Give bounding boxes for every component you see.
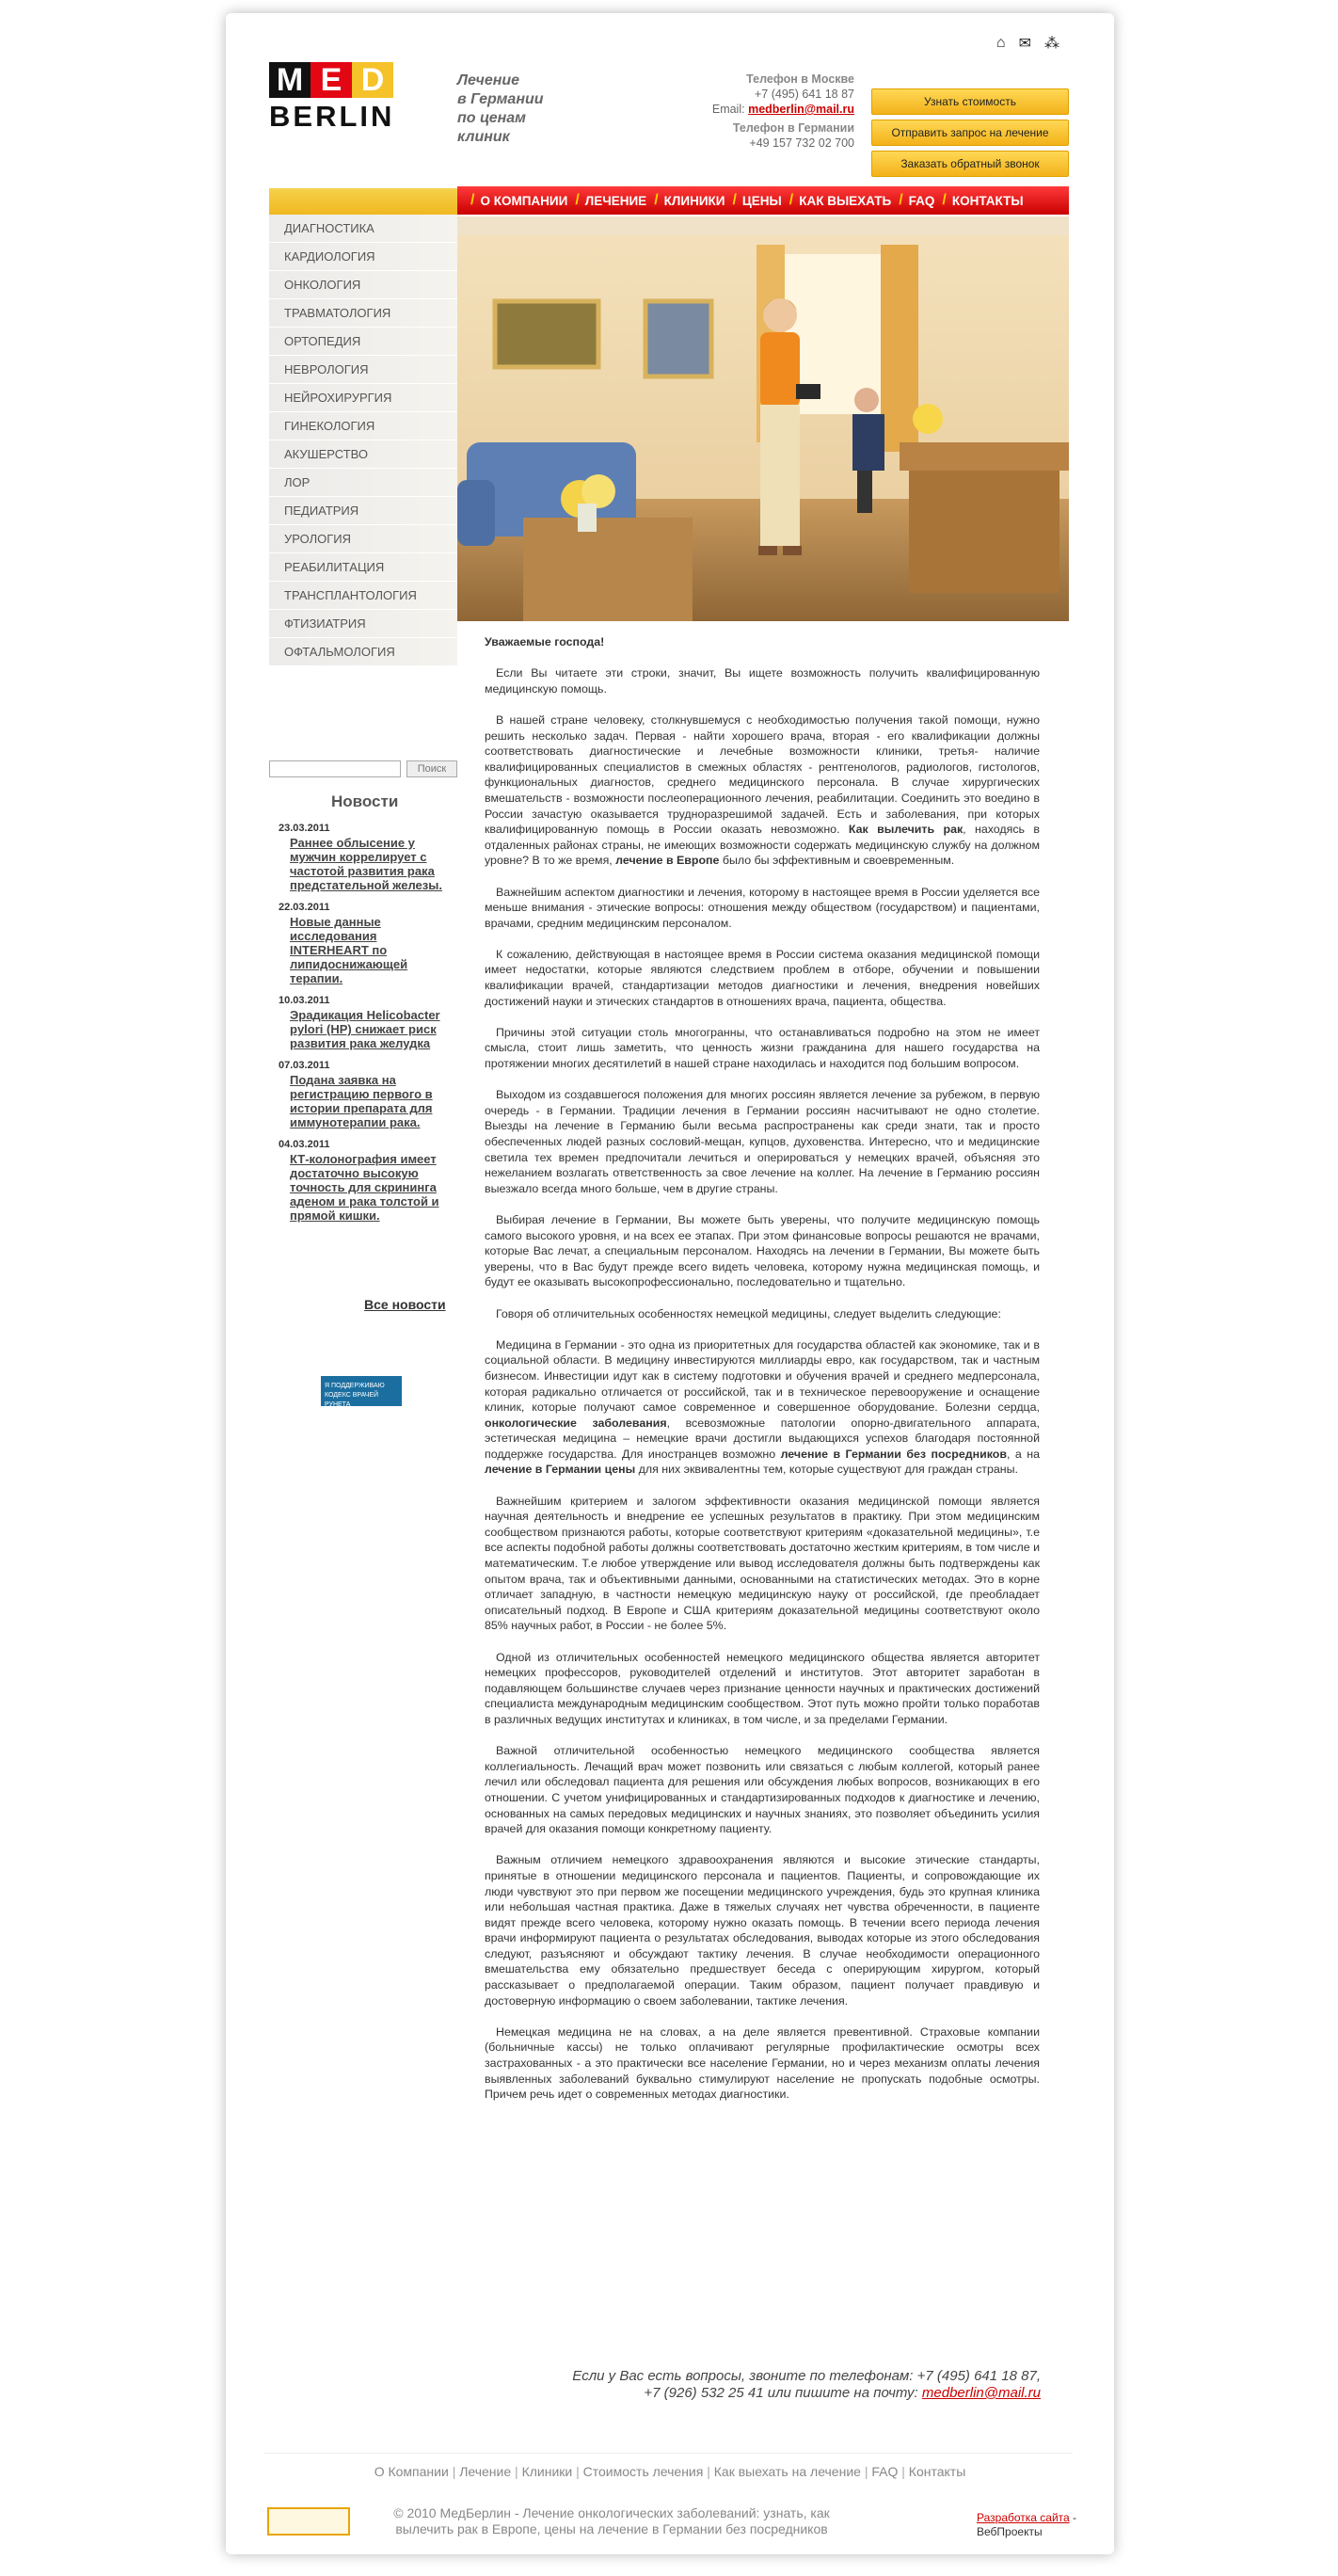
paragraph: Выбирая лечение в Германии, Вы можете быть уверены, что получите медицинскую помощь самого высокого уровня, и на всех ее этапах. При этом финансовые вопросы решаются не врачами, которые Вас лечат, а специальным персоналом. Находясь на лечении в Германии, Вы можете быть уверены, что в Вас будут прежде всего видеть человека, которому нужна медицинская помощь, и будут ее оказывать высокопрофессионально, последовательно и тщательно. bbox=[485, 1212, 1040, 1289]
news-date: 07.03.2011 bbox=[279, 1060, 330, 1071]
news-title: Новости bbox=[331, 792, 399, 810]
nav-item-clinics[interactable]: КЛИНИКИ bbox=[663, 193, 725, 208]
get-price-button[interactable]: Узнать стоимость bbox=[871, 88, 1069, 115]
nav-item-about[interactable]: О КОМПАНИИ bbox=[480, 193, 568, 208]
text: В нашей стране человеку, столкнувшемуся с необходимостью получения такой помощи, нужно решить несколько задач. Первая - найти хорошего врача, вторая - его квалификации должны соответствовать диагностические и лечебные возможности клиники, третья- наличие квалифицированных специалистов в смежных областях - рентгенологов, радиологов, гистологов, функциональных диагностов, среднего медицинского персонала. В случае хирургических вмешательств - возможности послеоперационного лечения, реабилитации. Соединить это воедино в России зачастую оказывается трудноразрешимой задачей. Есть и заболевания, при которых квалифицированную помощь в России оказать невозможно. bbox=[485, 712, 1040, 837]
top-icons bbox=[996, 34, 1059, 53]
paragraph: Важной отличительной особенностью немецкого медицинского сообщества является коллегиальность. Лечащий врач может позвонить или связаться с любым коллегой, который ранее лечил или обследовал пациента для решения или обсуждения любых вопросов, возникающих в его отношении. С учетом унифицированных и стандартизированных подходов к диагностике и лечению, основанных на самых передовых медицинских и научных знаниях, это позволяет объединить усилия врачей для оказания помощи конкретному пациенту. bbox=[485, 1744, 1040, 1836]
news-date: 22.03.2011 bbox=[279, 902, 330, 913]
news-item bbox=[279, 1060, 444, 1129]
text: , всевозможные патологии опорно-двигательного аппарата, эстетическая медицина – немецкие врачи достигли выдающихся успехов благодаря постоянной поддержке государства. Для иностранцев возможно bbox=[485, 1416, 1040, 1461]
search-form bbox=[269, 760, 457, 777]
developer-link[interactable]: Разработка сайта bbox=[977, 2511, 1070, 2524]
sidebar-item-orthopedics[interactable]: ОРТОПЕДИЯ bbox=[269, 328, 457, 356]
sidebar-item-neurosurgery[interactable]: НЕЙРОХИРУРГИЯ bbox=[269, 384, 457, 412]
germany-phone-title: Телефон в Германии bbox=[732, 121, 854, 135]
all-news-link[interactable]: Все новости bbox=[364, 1297, 446, 1312]
email-label: Email: bbox=[711, 103, 745, 116]
slogan bbox=[457, 72, 570, 147]
slogan-line: Лечение bbox=[457, 72, 520, 88]
sidebar-item-ophthalmology[interactable]: ОФТАЛЬМОЛОГИЯ bbox=[269, 638, 457, 666]
sidebar-item-ent[interactable]: ЛОР bbox=[269, 469, 457, 497]
highlight: онкологические заболевания bbox=[485, 1416, 667, 1430]
footer-separator: | bbox=[707, 2464, 714, 2479]
news-item bbox=[279, 823, 444, 892]
nav-item-treatment[interactable]: ЛЕЧЕНИЕ bbox=[584, 193, 647, 208]
sidebar-menu bbox=[269, 215, 457, 666]
home-icon[interactable]: ⌂ bbox=[996, 35, 1006, 51]
footer-separator: | bbox=[864, 2464, 872, 2479]
main-content bbox=[485, 634, 1040, 2118]
search-input[interactable] bbox=[269, 760, 401, 777]
paragraph: Важнейшим аспектом диагностики и лечения, которому в настоящее время в России уделяется все меньше внимания - этические вопросы: отношения между обществом (государством) и пациентами, врачами, средним медицинским персоналом. bbox=[485, 885, 1040, 930]
sidebar-item-diagnostics[interactable]: ДИАГНОСТИКА bbox=[269, 215, 457, 243]
developer-credit bbox=[977, 2511, 1090, 2539]
paragraph: Выходом из создавшегося положения для многих россиян является лечение за рубежом, в первую очередь - в Германии. Традиции лечения в Германии россиян насчитывают не одно столетие. Выезды на лечение в Германию были весьма распространены как среди знати, так и просто обеспеченных людей разных сословий-мещан, купцов, духовенства. Интересно, что и медицинские светила тех времен предпочитали лечиться и оперироваться у немецких врачей, объясняя это нежеланием возлагать ответственность за свое лечение на коллег. На лечение в Германию россиян выезжало всегда много больше, чем в другие страны. bbox=[485, 1088, 1040, 1195]
hero-illustration bbox=[457, 216, 1069, 621]
nav-item-travel[interactable]: КАК ВЫЕХАТЬ bbox=[799, 193, 892, 208]
highlight: лечение в Германии без посредников bbox=[780, 1447, 1007, 1461]
sidebar-item-urology[interactable]: УРОЛОГИЯ bbox=[269, 525, 457, 553]
copyright: © 2010 МедБерлин - Лечение онкологических заболеваний: узнать, как вылечить рак в Европе, цены на лечение в Германии без посредников bbox=[393, 2505, 830, 2536]
nav-separator: / bbox=[575, 192, 580, 208]
footer-separator: | bbox=[515, 2464, 522, 2479]
news-date: 04.03.2011 bbox=[279, 1139, 330, 1150]
sidebar-item-pediatrics[interactable]: ПЕДИАТРИЯ bbox=[269, 497, 457, 525]
search-button[interactable]: Поиск bbox=[406, 760, 457, 777]
runet-badge[interactable]: Я ПОДДЕРЖИВАЮ КОДЕКС ВРАЧЕЙ РУНЕТА bbox=[321, 1376, 402, 1406]
logo-letter-d: D bbox=[352, 62, 393, 98]
news-date: 10.03.2011 bbox=[279, 995, 330, 1006]
footer-link-cost[interactable]: Стоимость лечения bbox=[582, 2464, 704, 2479]
greeting: Уважаемые господа! bbox=[485, 635, 605, 648]
paragraph: Если Вы читаете эти строки, значит, Вы ищете возможность получить квалифицированную медицинскую помощь. bbox=[485, 666, 1040, 696]
paragraph: Говоря об отличительных особенностях немецкой медицины, следует выделить следующие: bbox=[496, 1306, 1001, 1320]
footer-link-contacts[interactable]: Контакты bbox=[908, 2464, 966, 2479]
slogan-line: по ценам bbox=[457, 110, 527, 126]
nav-separator: / bbox=[732, 192, 737, 208]
send-request-button[interactable]: Отправить запрос на лечение bbox=[871, 120, 1069, 146]
contact-prompt-line bbox=[508, 2385, 1041, 2402]
paragraph: Важным отличием немецкого здравоохранения являются и высокие этические стандарты, принятые в отношении медицинского персонала и пациентов. Пациенты, и сопровождающие их люди чувствуют это при первом же посещении медицинского учреждения, будь это крупная клиника или небольшая частная практика. Даже в тяжелых случаях нет чувства обреченности, в пациенте видят прежде всего человека, которому нужно оказать помощь. В течении всего периода лечения врачи информируют пациента о результатах обследования, выводах которые из этого обследования следуют, разъясняют и обсуждают тактику лечения. В случае необходимости операционного вмешательства ему обязательно предшествует беседа с оперирующим хирургом, который рассказывает о предполагаемой операции. Таким образом, пациент получает правдивую и достоверную информацию о своем заболевании, тактике лечения. bbox=[485, 1853, 1040, 2008]
logo-berlin: BERLIN bbox=[269, 100, 395, 133]
mail-icon[interactable]: ✉ bbox=[1018, 36, 1031, 52]
nav-separator: / bbox=[654, 192, 659, 208]
counter-badge[interactable] bbox=[267, 2507, 350, 2536]
cta-buttons bbox=[871, 88, 1069, 182]
paragraph: Одной из отличительных особенностей немецкого медицинского общества является авторитет немецких профессоров, руководителей отделений и институтов. Этот авторитет заработан в подавляющем большинстве случаев через признание ценности научных и практических достижений специалиста международным медицинским сообществом. Этот путь можно пройти только поработав в различных ведущих институтах и клиниках, в том числе, и за пределами Германии. bbox=[485, 1650, 1040, 1726]
email-line bbox=[696, 102, 854, 117]
footer-separator: | bbox=[576, 2464, 583, 2479]
page-container bbox=[226, 13, 1114, 2554]
news-link[interactable]: Новые данные исследования INTERHEART по липидоснижающей терапии. bbox=[290, 915, 408, 985]
text: было бы эффективным и своевременным. bbox=[719, 854, 955, 868]
nav-item-contacts[interactable]: КОНТАКТЫ bbox=[951, 193, 1024, 208]
header-contacts bbox=[696, 72, 854, 151]
paragraph bbox=[485, 1337, 1040, 1478]
slogan-line: клиник bbox=[457, 129, 510, 145]
news-list bbox=[279, 823, 444, 1232]
footer-link-travel[interactable]: Как выехать на лечение bbox=[713, 2464, 861, 2479]
sidebar-item-oncology[interactable]: ОНКОЛОГИЯ bbox=[269, 271, 457, 299]
news-date: 23.03.2011 bbox=[279, 823, 330, 834]
highlight: Как вылечить рак bbox=[848, 823, 964, 837]
paragraph: Причины этой ситуации столь многогранны, что останавливаться подробно на этом не имеет смысла, стоит лишь заметить, что ценность жизни гражданина для нашего государства на протяжении многих десятилетий в нашей стране находилась и находится под большим вопросом. bbox=[485, 1025, 1040, 1071]
footer-nav bbox=[226, 2464, 1114, 2479]
footer-separator: | bbox=[901, 2464, 909, 2479]
sidebar-item-rehabilitation[interactable]: РЕАБИЛИТАЦИЯ bbox=[269, 553, 457, 582]
news-link[interactable]: Раннее облысение у мужчин коррелирует с частотой развития рака предстательной железы. bbox=[290, 836, 442, 892]
nav-separator: / bbox=[470, 192, 475, 208]
moscow-phone: +7 (495) 641 18 87 bbox=[755, 88, 854, 101]
nav-yellow-strip bbox=[269, 183, 457, 215]
germany-phone: +49 157 732 02 700 bbox=[749, 136, 854, 150]
text: , а на bbox=[1006, 1447, 1040, 1461]
sidebar-item-transplantology[interactable]: ТРАНСПЛАНТОЛОГИЯ bbox=[269, 582, 457, 610]
email-link[interactable]: medberlin@mail.ru bbox=[748, 103, 854, 116]
footer-separator: | bbox=[452, 2464, 460, 2479]
sidebar-item-phthisiology[interactable]: ФТИЗИАТРИЯ bbox=[269, 610, 457, 638]
text: , находясь в отдаленных районах страны, не имеющих возможности содержать медицинскую службу на должном уровне? В то же время, bbox=[485, 823, 1040, 868]
callback-button[interactable]: Заказать обратный звонок bbox=[871, 151, 1069, 177]
nav-separator: / bbox=[788, 192, 794, 208]
highlight: лечение в Германии цены bbox=[485, 1463, 636, 1477]
nav-menu bbox=[457, 186, 1069, 215]
paragraph bbox=[485, 712, 1040, 869]
contact-prompt-line: Если у Вас есть вопросы, звоните по телефонам: +7 (495) 641 18 87, bbox=[572, 2368, 1041, 2384]
text: для них эквивалентны тем, которые существуют для граждан страны. bbox=[635, 1463, 1018, 1477]
text: +7 (926) 532 25 41 или пишите на почту: bbox=[644, 2385, 922, 2401]
footer-link-faq[interactable]: FAQ bbox=[871, 2464, 899, 2479]
footer-link-about[interactable]: О Компании bbox=[374, 2464, 449, 2479]
paragraph: К сожалению, действующая в настоящее время в России система оказания медицинской помощи имеет недостатки, которые являются следствием проблем в отборе, обучении и повышении квалификации врачей, стандартизации методов диагностики и лечения, внедрения новейших достижений науки и этических стандартов в отношениях врача, пациента, общества. bbox=[485, 947, 1040, 1008]
text: Медицина в Германии - это одна из приоритетных для государства областей как экономике, так и в социальной области. В медицину инвестируются миллиарды евро, как государством, так и частным бизнесом. Инвестиции идут как в систему подготовки и обучения врачей и среднего медперсонала, которая радикально отличается от российской, так и в техническое перевооружение и оснащение клиник, которые получают самое современное и совершенное оборудование. Болезни сердца, bbox=[485, 1337, 1040, 1415]
nav-item-prices[interactable]: ЦЕНЫ bbox=[741, 193, 782, 208]
sidebar-item-neurology[interactable]: НЕВРОЛОГИЯ bbox=[269, 356, 457, 384]
paragraph: Важнейшим критерием и залогом эффективности оказания медицинской помощи является научная деятельность и внедрение ее успешных результатов в практику. При этом медицинским сообществом признаются работы, которые соответствуют критериям «доказательной медицины», т.е все аспекты подобной работы должны соответствовать достаточно жестким критериям, в том числе и математическим. Т.е любое утверждение или вывод исследователя должны быть подтверждены как опытом врача, так и объективными данными, основанными на статистических методах. Это в корне отличает западную, в частности немецкую медицинскую науку от российской, где преобладает описательный подход. В Европе и США критериям доказательной медицины соответствуют около 85% научных работ, в России - не более 5%. bbox=[485, 1494, 1040, 1633]
footer-divider bbox=[263, 2453, 1073, 2454]
logo-letter-m: M bbox=[269, 62, 311, 98]
text: - ВебПроекты bbox=[977, 2511, 1077, 2538]
logo-letter-e: E bbox=[311, 62, 352, 98]
sidebar-item-cardiology[interactable]: КАРДИОЛОГИЯ bbox=[269, 243, 457, 271]
news-item bbox=[279, 1139, 444, 1223]
sidebar-item-obstetrics[interactable]: АКУШЕРСТВО bbox=[269, 440, 457, 469]
highlight: лечение в Европе bbox=[615, 854, 720, 868]
paragraph: Немецкая медицина не на словах, а на деле является превентивной. Страховые компании (больничные кассы) не только оплачивают регулярные профилактические осмотры всех застрахованных - а это практически все население Германии, но и через механизм оплаты лечения выявленных заболеваний буквально стимулируют население не пропускать подобные осмотры. Причем речь идет о современных методах диагностики. bbox=[485, 2024, 1040, 2102]
footer-link-clinics[interactable]: Клиники bbox=[521, 2464, 573, 2479]
news-item bbox=[279, 995, 444, 1050]
slogan-line: в Германии bbox=[457, 91, 544, 107]
sidebar-item-gynecology[interactable]: ГИНЕКОЛОГИЯ bbox=[269, 412, 457, 440]
contact-prompt bbox=[508, 2368, 1041, 2402]
contact-email-link[interactable]: medberlin@mail.ru bbox=[921, 2385, 1041, 2401]
nav-separator: / bbox=[942, 192, 947, 208]
news-item bbox=[279, 902, 444, 985]
hero-image bbox=[457, 216, 1069, 621]
moscow-phone-title: Телефон в Москве bbox=[746, 72, 854, 86]
main-nav bbox=[269, 183, 1069, 215]
sidebar-item-traumatology[interactable]: ТРАВМАТОЛОГИЯ bbox=[269, 299, 457, 328]
news-link[interactable]: Подана заявка на регистрацию первого в истории препарата для иммунотерапии рака. bbox=[290, 1073, 433, 1129]
logo[interactable] bbox=[269, 62, 393, 134]
news-link[interactable]: Эрадикация Helicobacter pylori (HP) снижает риск развития рака желудка bbox=[290, 1008, 440, 1050]
footer-link-treatment[interactable]: Лечение bbox=[459, 2464, 512, 2479]
nav-item-faq[interactable]: FAQ bbox=[908, 193, 935, 208]
news-link[interactable]: КТ-колонография имеет достаточно высокую точность для скрининга аденом и рака толстой и прямой кишки. bbox=[290, 1152, 439, 1223]
nav-separator: / bbox=[899, 192, 903, 208]
sitemap-icon[interactable]: ⁂ bbox=[1044, 36, 1059, 52]
